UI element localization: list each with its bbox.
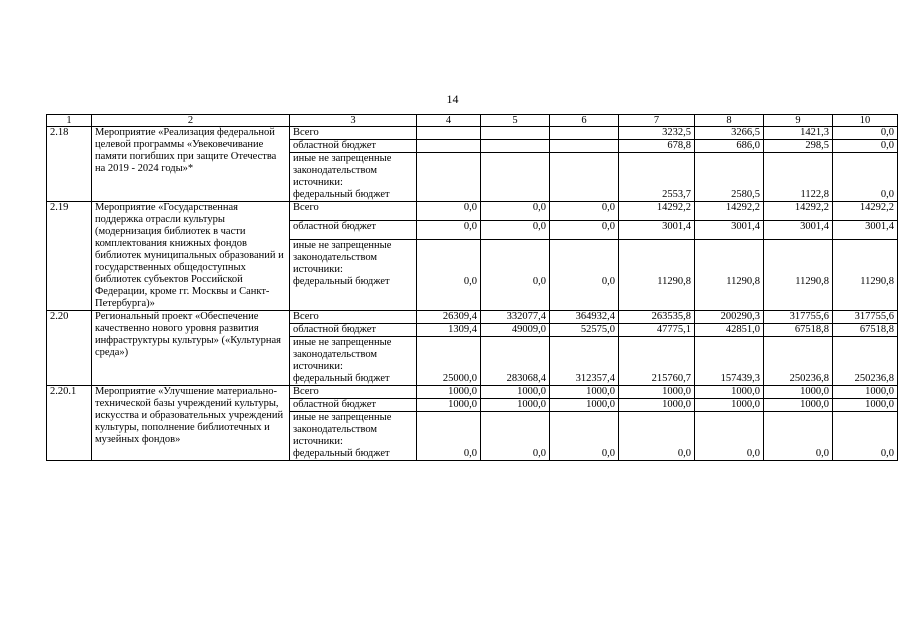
value-cell: 3232,5: [619, 127, 695, 140]
value-cell: 0,0: [695, 412, 764, 461]
value-cell: 25000,0: [417, 337, 481, 386]
value-cell: 1000,0: [481, 386, 550, 399]
column-header: 7: [619, 115, 695, 127]
table-row: [47, 202, 898, 221]
value-cell: 11290,8: [833, 239, 898, 310]
value-cell: 0,0: [417, 412, 481, 461]
value-cell: 1000,0: [550, 386, 619, 399]
table-row: [47, 386, 898, 399]
federal-budget-label: федеральный бюджет: [293, 275, 390, 287]
value-cell: 3001,4: [619, 220, 695, 239]
other-sources-label: иные не запрещенные законодательством источники:: [293, 337, 392, 372]
value-cell: 14292,2: [695, 202, 764, 221]
value-cell: 0,0: [833, 127, 898, 140]
column-header: 10: [833, 115, 898, 127]
value-cell: 0,0: [481, 220, 550, 239]
source-label: Всего: [290, 127, 417, 140]
value-cell: 250236,8: [764, 337, 833, 386]
value-cell: 2580,5: [695, 153, 764, 202]
value-cell: 0,0: [833, 153, 898, 202]
value-cell: 1000,0: [417, 386, 481, 399]
value-cell: 0,0: [417, 202, 481, 221]
value-cell: 1000,0: [619, 386, 695, 399]
column-header: 3: [290, 115, 417, 127]
value-cell: 3001,4: [695, 220, 764, 239]
measure-name: Мероприятие «Реализация федеральной целевой программы «Увековечивание памяти погибших при защите Отечества на 2019 - 2024 годы»*: [92, 127, 290, 202]
page-number: 14: [446, 92, 459, 106]
row-code: 2.20: [47, 311, 92, 386]
value-cell: 0,0: [550, 202, 619, 221]
value-cell: 11290,8: [764, 239, 833, 310]
value-cell: 3001,4: [764, 220, 833, 239]
source-label: областной бюджет: [290, 220, 417, 239]
value-cell: [550, 140, 619, 153]
value-cell: 1309,4: [417, 324, 481, 337]
value-cell: [417, 153, 481, 202]
value-cell: 42851,0: [695, 324, 764, 337]
value-cell: 0,0: [619, 412, 695, 461]
source-label-cell: [290, 337, 417, 386]
value-cell: 2553,7: [619, 153, 695, 202]
column-header: 1: [47, 115, 92, 127]
column-header-row: [47, 115, 898, 127]
source-label: Всего: [290, 386, 417, 399]
value-cell: 1000,0: [833, 386, 898, 399]
value-cell: 11290,8: [695, 239, 764, 310]
value-cell: 298,5: [764, 140, 833, 153]
budget-table: [46, 114, 898, 461]
table-row: [47, 127, 898, 140]
value-cell: 0,0: [481, 202, 550, 221]
value-cell: 332077,4: [481, 311, 550, 324]
value-cell: 14292,2: [764, 202, 833, 221]
value-cell: 1000,0: [764, 386, 833, 399]
value-cell: 0,0: [833, 140, 898, 153]
value-cell: 26309,4: [417, 311, 481, 324]
value-cell: 0,0: [481, 412, 550, 461]
value-cell: 686,0: [695, 140, 764, 153]
source-label-cell: [290, 153, 417, 202]
value-cell: 11290,8: [619, 239, 695, 310]
other-sources-label: иные не запрещенные законодательством источники:: [293, 412, 392, 447]
value-cell: 0,0: [833, 412, 898, 461]
value-cell: 283068,4: [481, 337, 550, 386]
value-cell: 1000,0: [417, 399, 481, 412]
value-cell: 312357,4: [550, 337, 619, 386]
source-label: Всего: [290, 202, 417, 221]
value-cell: [481, 140, 550, 153]
column-header: 6: [550, 115, 619, 127]
value-cell: 1000,0: [481, 399, 550, 412]
value-cell: [417, 140, 481, 153]
value-cell: 200290,3: [695, 311, 764, 324]
value-cell: 1000,0: [619, 399, 695, 412]
other-sources-label: иные не запрещенные законодательством источники:: [293, 153, 392, 188]
value-cell: 1000,0: [695, 399, 764, 412]
value-cell: 1000,0: [833, 399, 898, 412]
value-cell: 1122,8: [764, 153, 833, 202]
value-cell: [481, 127, 550, 140]
value-cell: 0,0: [417, 239, 481, 310]
federal-budget-label: федеральный бюджет: [293, 189, 390, 200]
measure-name: Региональный проект «Обеспечение качественно нового уровня развития инфраструктуры культуры» («Культурная среда»): [92, 311, 290, 386]
table-row: [47, 311, 898, 324]
value-cell: 52575,0: [550, 324, 619, 337]
value-cell: 3266,5: [695, 127, 764, 140]
value-cell: 3001,4: [833, 220, 898, 239]
source-label-cell: [290, 412, 417, 461]
source-label: Всего: [290, 311, 417, 324]
value-cell: 364932,4: [550, 311, 619, 324]
measure-name: Мероприятие «Государственная поддержка отрасли культуры (модернизация библиотек в части комплектования книжных фондов библиотек муниципальных образований и государственных общедоступных библиотек субъектов Российской Федерации, кроме гг. Москвы и Санкт-Петербурга)»: [92, 202, 290, 311]
value-cell: [550, 127, 619, 140]
federal-budget-label: федеральный бюджет: [293, 448, 390, 459]
value-cell: 215760,7: [619, 337, 695, 386]
value-cell: 0,0: [550, 239, 619, 310]
value-cell: 1000,0: [695, 386, 764, 399]
row-code: 2.20.1: [47, 386, 92, 461]
value-cell: 47775,1: [619, 324, 695, 337]
row-code: 2.19: [47, 202, 92, 311]
measure-name: Мероприятие «Улучшение материально-технической базы учреждений культуры, искусства и образовательных учреждений культуры, пополнение библиотечных и музейных фондов»: [92, 386, 290, 461]
value-cell: [417, 127, 481, 140]
column-header: 8: [695, 115, 764, 127]
value-cell: 49009,0: [481, 324, 550, 337]
value-cell: 14292,2: [619, 202, 695, 221]
value-cell: 67518,8: [833, 324, 898, 337]
value-cell: 0,0: [550, 412, 619, 461]
value-cell: 0,0: [764, 412, 833, 461]
source-label-cell: [290, 239, 417, 310]
value-cell: 14292,2: [833, 202, 898, 221]
value-cell: 678,8: [619, 140, 695, 153]
value-cell: 67518,8: [764, 324, 833, 337]
column-header: 5: [481, 115, 550, 127]
value-cell: [550, 153, 619, 202]
federal-budget-label: федеральный бюджет: [293, 373, 390, 384]
value-cell: 1421,3: [764, 127, 833, 140]
value-cell: 1000,0: [550, 399, 619, 412]
value-cell: 1000,0: [764, 399, 833, 412]
value-cell: 263535,8: [619, 311, 695, 324]
value-cell: [481, 153, 550, 202]
value-cell: 0,0: [481, 239, 550, 310]
other-sources-label: иные не запрещенные законодательством источники:: [293, 239, 392, 275]
source-label: областной бюджет: [290, 140, 417, 153]
column-header: 4: [417, 115, 481, 127]
value-cell: 0,0: [550, 220, 619, 239]
source-label: областной бюджет: [290, 399, 417, 412]
value-cell: 250236,8: [833, 337, 898, 386]
row-code: 2.18: [47, 127, 92, 202]
value-cell: 317755,6: [764, 311, 833, 324]
value-cell: 0,0: [417, 220, 481, 239]
value-cell: 157439,3: [695, 337, 764, 386]
column-header: 2: [92, 115, 290, 127]
value-cell: 317755,6: [833, 311, 898, 324]
source-label: областной бюджет: [290, 324, 417, 337]
column-header: 9: [764, 115, 833, 127]
